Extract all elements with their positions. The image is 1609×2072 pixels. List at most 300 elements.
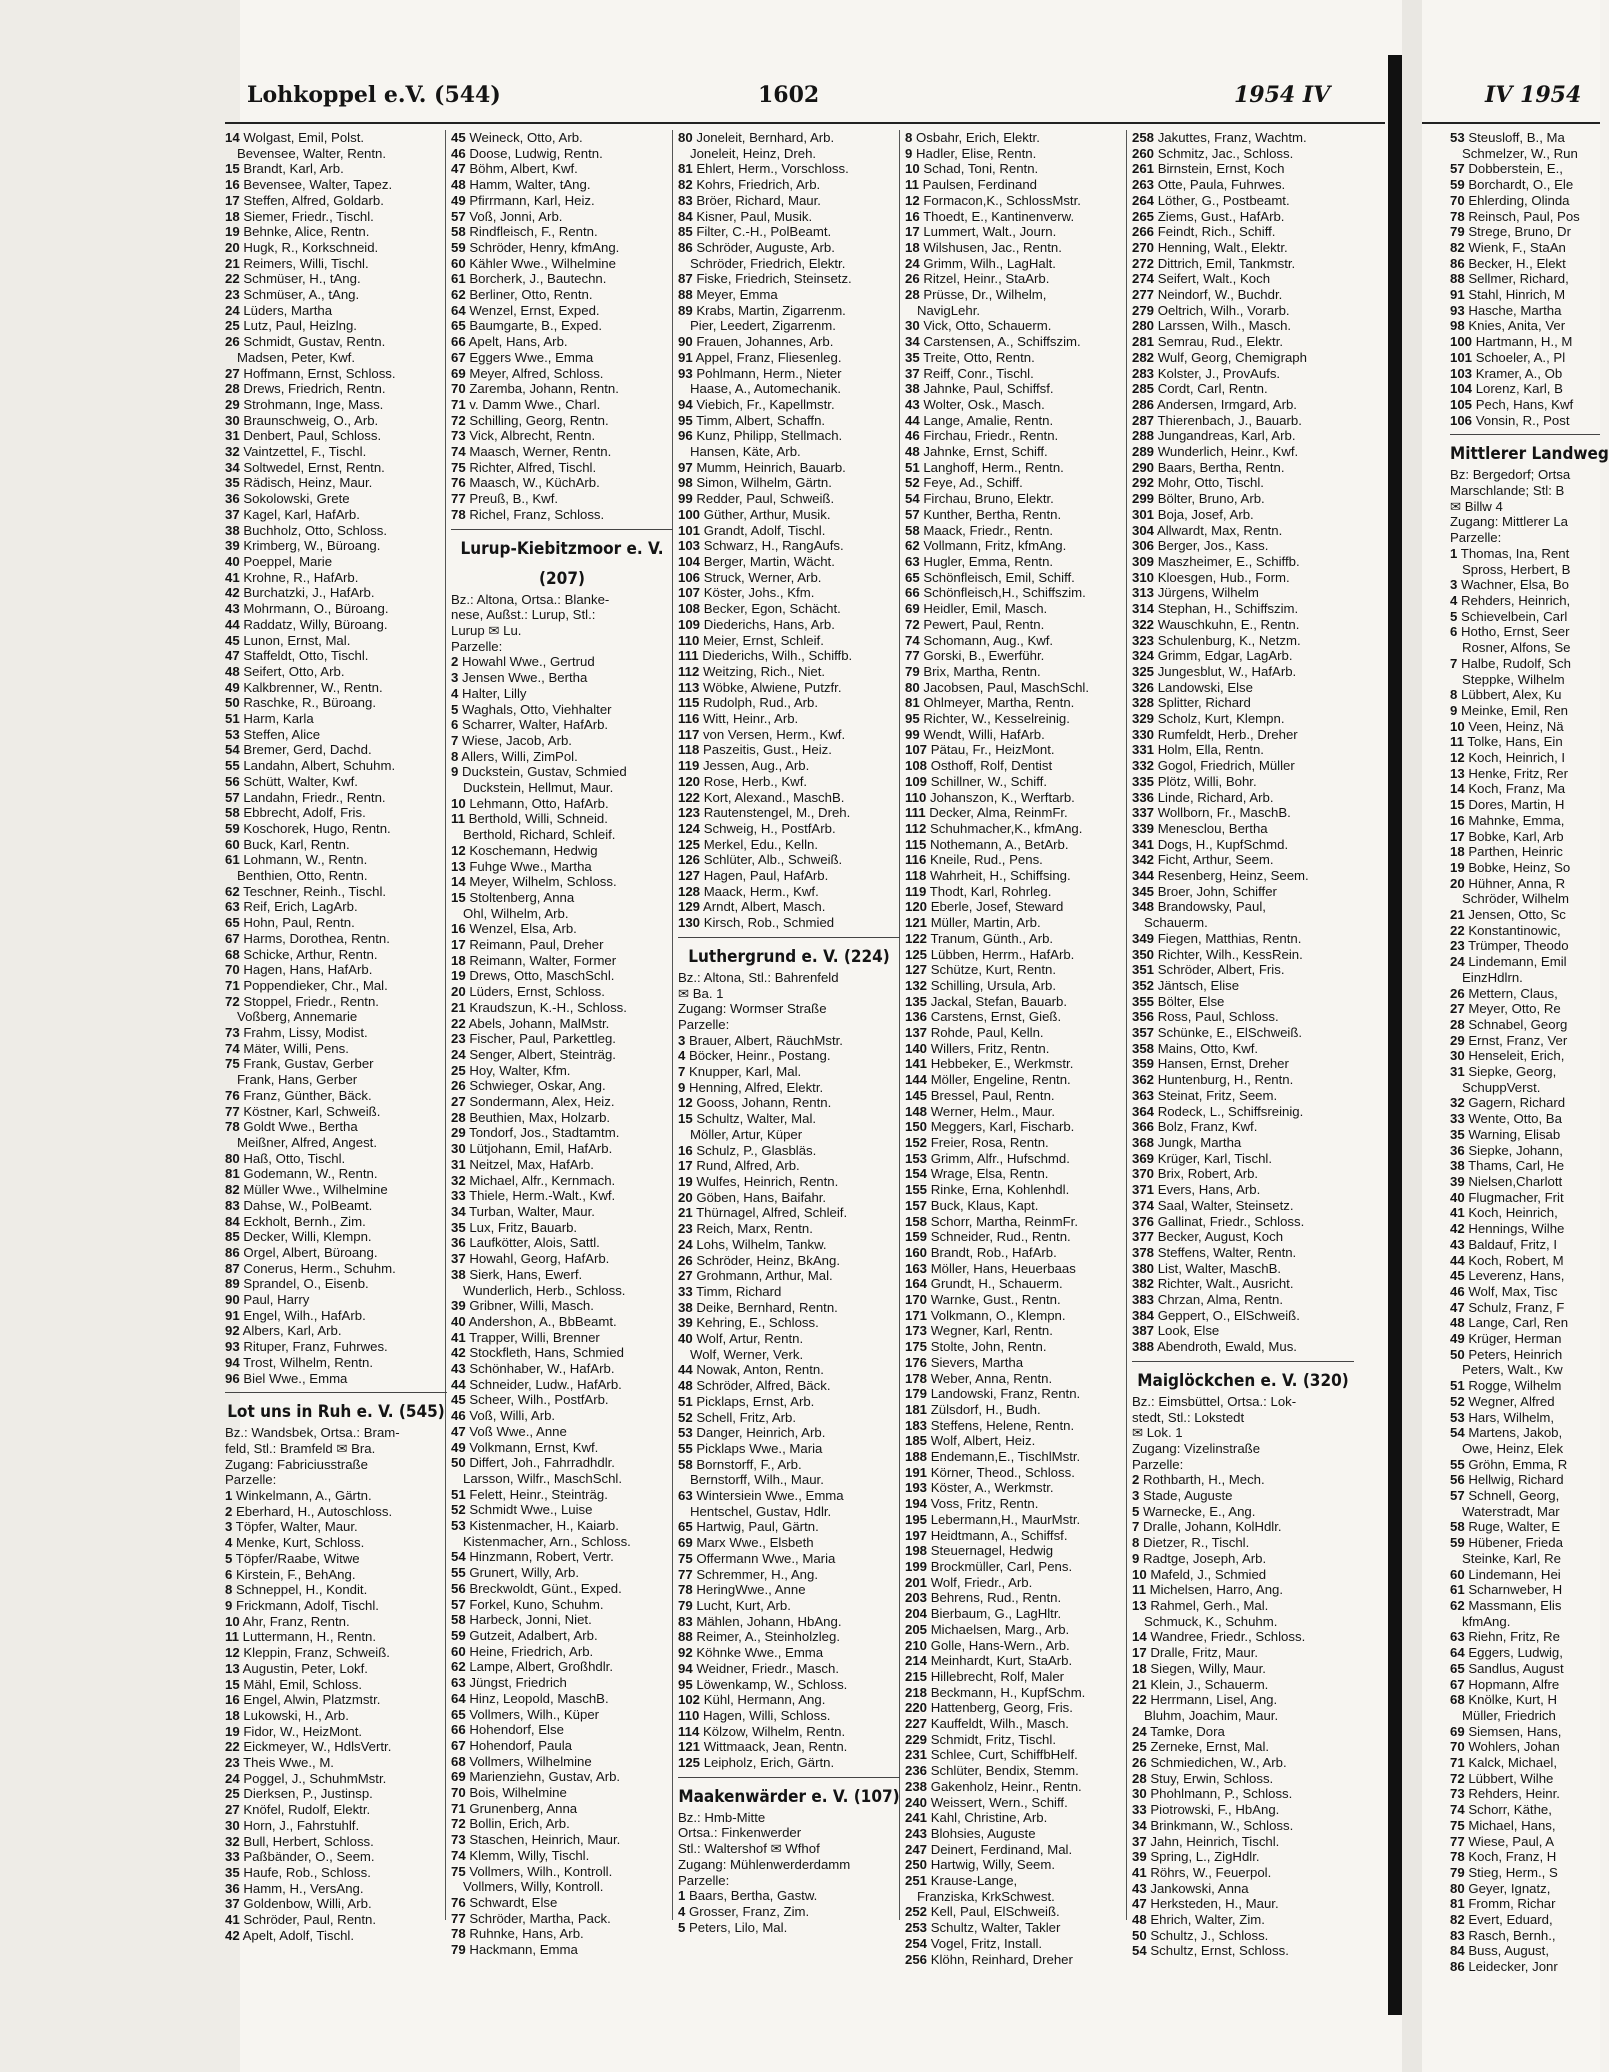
directory-entry: [905, 758, 1127, 774]
directory-entry: [1132, 1535, 1354, 1551]
section-info-line: Bz.: Hmb-Mitte: [678, 1809, 766, 1825]
entry-text: Menke, Kurt, Schloss.: [236, 1535, 365, 1551]
entry-text: Massmann, Elis: [1468, 1597, 1562, 1613]
entry-continuation: [678, 444, 900, 460]
plot-number: 10: [451, 795, 466, 811]
entry-text: Ohlmeyer, Martha, Rentn.: [923, 695, 1075, 711]
directory-entry: [225, 366, 447, 382]
entry-text: Lübbert, Alex, Ku: [1461, 687, 1562, 703]
plot-number: 193: [905, 1480, 928, 1496]
entry-text: Bois, Wilhelmine: [469, 1785, 567, 1801]
directory-entry: [225, 1355, 447, 1371]
directory-entry: [678, 1519, 900, 1535]
entry-text: Vollmers, Willy, Kontroll.: [463, 1879, 604, 1895]
entry-text: Wolf, Werner, Verk.: [690, 1346, 804, 1362]
directory-entry: [1450, 1896, 1600, 1912]
plot-number: 75: [678, 1550, 693, 1566]
entry-text: Möller, Engeline, Rentn.: [930, 1072, 1071, 1088]
entry-text: Schneider, Ludw., HafArb.: [469, 1376, 622, 1392]
directory-entry: [905, 617, 1127, 633]
directory-entry: [451, 381, 673, 397]
directory-entry: [1450, 397, 1600, 413]
directory-entry: [225, 1519, 447, 1535]
plot-number: 199: [905, 1558, 928, 1574]
plot-number: 250: [905, 1857, 928, 1873]
directory-entry: [1132, 821, 1354, 837]
plot-number: 23: [678, 1221, 693, 1237]
directory-entry: [451, 1094, 673, 1110]
entry-text: Steffen, Alfred, Goldarb.: [243, 192, 384, 208]
plot-number: 47: [451, 161, 466, 177]
entry-text: Schwardt, Else: [469, 1894, 558, 1910]
plot-number: 83: [225, 1197, 240, 1213]
entry-text: Gorski, B., Ewerführ.: [923, 648, 1045, 664]
directory-entry: [1450, 1661, 1600, 1677]
directory-entry: [905, 742, 1127, 758]
entry-text: Otte, Paula, Fuhrwes.: [1157, 177, 1286, 193]
plot-number: 9: [1450, 702, 1458, 718]
plot-number: 6: [225, 1566, 233, 1582]
plot-number: 9: [451, 764, 459, 780]
plot-number: 103: [1450, 365, 1473, 381]
entry-text: Hühner, Anna, R: [1468, 875, 1566, 891]
directory-entry: [225, 947, 447, 963]
entry-text: Rindfleisch, F., Rentn.: [469, 224, 598, 240]
entry-text: Dierksen, P., Justinsp.: [243, 1786, 373, 1802]
entry-text: Frank, Gustav, Gerber: [243, 1056, 374, 1072]
entry-text: Wiese, Paul, A: [1468, 1833, 1555, 1849]
directory-entry: [1450, 1205, 1600, 1221]
directory-entry: [1450, 350, 1600, 366]
directory-entry: [225, 1598, 447, 1614]
plot-number: 33: [225, 1849, 240, 1865]
directory-entry: [1450, 797, 1600, 813]
entry-text: Madsen, Peter, Kwf.: [237, 349, 356, 365]
entry-text: Brauer, Albert, RäuchMstr.: [689, 1032, 843, 1048]
directory-entry: [678, 1567, 900, 1583]
plot-number: 82: [225, 1182, 240, 1198]
entry-text: Cordt, Carl, Rentn.: [1157, 381, 1268, 397]
entry-text: Howahl, Georg, HafArb.: [469, 1251, 610, 1267]
entry-text: Knupper, Karl, Mal.: [689, 1064, 802, 1080]
directory-entry: [1450, 1928, 1600, 1944]
plot-number: 159: [905, 1229, 928, 1245]
entry-text: Hugler, Emma, Rentn.: [923, 553, 1054, 569]
directory-entry: [905, 931, 1127, 947]
plot-number: 43: [451, 1361, 466, 1377]
plot-number: 24: [1450, 954, 1465, 970]
plot-number: 175: [905, 1339, 928, 1355]
plot-number: 70: [451, 381, 466, 397]
plot-number: 39: [451, 1298, 466, 1314]
directory-entry: [905, 1182, 1127, 1198]
directory-entry: [1132, 475, 1354, 491]
directory-entry: [678, 711, 900, 727]
entry-continuation: [678, 146, 900, 162]
directory-entry: [1132, 633, 1354, 649]
section-rule: [678, 937, 900, 938]
plot-number: 14: [225, 130, 240, 145]
directory-entry: [905, 978, 1127, 994]
directory-entry: [1132, 1323, 1354, 1339]
directory-entry: [905, 805, 1127, 821]
entry-text: Piotrowski, F., HbAng.: [1150, 1802, 1280, 1818]
directory-entry: [678, 1724, 900, 1740]
entry-text: Fiegen, Matthias, Rentn.: [1157, 930, 1302, 946]
entry-text: Bevensee, Walter, Rentn.: [237, 145, 387, 161]
entry-text: Hopmann, Alfre: [1468, 1676, 1560, 1692]
entry-text: Fiske, Friedrich, Steinsetz.: [696, 271, 852, 287]
directory-entry: [905, 1433, 1127, 1449]
directory-entry: [225, 538, 447, 554]
entry-text: Ruge, Walter, E: [1468, 1519, 1561, 1535]
directory-entry: [905, 523, 1127, 539]
entry-text: Schulz, P., Glasbläs.: [696, 1142, 817, 1158]
plot-number: 4: [678, 1903, 686, 1919]
entry-text: Grundt, H., Schauerm.: [930, 1276, 1063, 1292]
plot-number: 16: [451, 921, 466, 937]
entry-text: Teschner, Reinh., Tischl.: [243, 883, 387, 899]
directory-entry: [225, 837, 447, 853]
directory-entry: [1132, 1834, 1354, 1850]
plot-number: 58: [451, 1612, 466, 1628]
plot-number: 19: [678, 1174, 693, 1189]
entry-text: Schmiedichen, W., Arb.: [1150, 1755, 1287, 1771]
directory-entry: [451, 161, 673, 177]
directory-entry: [905, 1292, 1127, 1308]
plot-number: 100: [1450, 334, 1473, 350]
directory-entry: [678, 538, 900, 554]
directory-entry: [1132, 1849, 1354, 1865]
directory-entry: [905, 271, 1127, 287]
directory-entry: [451, 1926, 673, 1942]
entry-text: Sandlus, August: [1468, 1660, 1564, 1676]
entry-text: Wenzel, Ernst, Exped.: [469, 302, 600, 318]
entry-text: Thürnagel, Alfred, Schleif.: [696, 1205, 848, 1221]
plot-number: 115: [678, 695, 700, 711]
plot-number: 135: [905, 993, 928, 1009]
plot-number: 8: [1132, 1535, 1140, 1551]
directory-entry: [1132, 507, 1354, 523]
plot-number: 70: [225, 962, 240, 978]
entry-text: Schmüser, A., tAng.: [243, 287, 360, 303]
plot-number: 140: [905, 1040, 928, 1056]
plot-number: 122: [678, 789, 701, 805]
section-info-line: Bz.: Altona, Ortsa.: Blanke-: [451, 591, 610, 607]
entry-text: Pewert, Paul, Rentn.: [923, 616, 1045, 632]
entry-text: Voßberg, Annemarie: [237, 1009, 358, 1025]
plot-number: 344: [1132, 868, 1155, 884]
plot-number: 292: [1132, 475, 1155, 491]
plot-number: 57: [225, 789, 240, 805]
entry-continuation: [1450, 970, 1600, 986]
entry-text: Stoltenberg, Anna: [469, 889, 575, 905]
plot-number: 1: [225, 1488, 233, 1504]
plot-number: 29: [1450, 1032, 1465, 1048]
plot-number: 183: [905, 1417, 928, 1433]
plot-number: 144: [905, 1072, 928, 1088]
directory-entry: [905, 240, 1127, 256]
plot-number: 77: [678, 1566, 693, 1582]
plot-number: 129: [678, 899, 701, 915]
plot-number: 336: [1132, 789, 1155, 805]
entry-text: Maack, Friedr., Rentn.: [923, 522, 1054, 538]
entry-text: Joneleit, Bernhard, Arb.: [696, 130, 835, 145]
entry-text: Steppke, Wilhelm: [1462, 671, 1565, 687]
directory-entry: [905, 1590, 1127, 1606]
directory-entry: [1450, 687, 1600, 703]
directory-entry: [225, 1198, 447, 1214]
directory-entry: [451, 702, 673, 718]
plot-number: 106: [1450, 412, 1473, 428]
entry-text: Stephan, H., Schiffszim.: [1157, 601, 1299, 617]
entry-text: Schlee, Curt, SchiffbHelf.: [930, 1747, 1078, 1763]
entry-text: Timm, Richard: [696, 1283, 782, 1299]
entry-text: Beuthien, Max, Holzarb.: [469, 1109, 611, 1125]
entry-text: Golle, Hans-Wern., Arb.: [930, 1637, 1070, 1653]
directory-entry: [1450, 1488, 1600, 1504]
entry-text: Kirsch, Rob., Schmied: [703, 915, 835, 931]
directory-entry: [1132, 742, 1354, 758]
plot-number: 363: [1132, 1087, 1155, 1103]
plot-number: 76: [451, 475, 466, 491]
entry-text: Stoppel, Friedr., Rentn.: [243, 993, 379, 1009]
plot-number: 111: [905, 805, 926, 821]
entry-text: Meißner, Alfred, Angest.: [237, 1135, 378, 1150]
plot-number: 51: [905, 459, 920, 475]
entry-text: Radtge, Joseph, Arb.: [1143, 1550, 1267, 1566]
directory-entry: [225, 1849, 447, 1865]
directory-entry: [1132, 884, 1354, 900]
directory-entry: [1450, 813, 1600, 829]
plot-number: 281: [1132, 334, 1155, 350]
plot-number: 2: [225, 1503, 233, 1519]
directory-entry: [225, 742, 447, 758]
directory-entry: [451, 1204, 673, 1220]
entry-text: Schröder, Henry, kfmAng.: [469, 239, 620, 255]
entry-text: Lebermann,H., MaurMstr.: [930, 1511, 1081, 1527]
directory-entry: [1450, 1724, 1600, 1740]
directory-entry: [1450, 1410, 1600, 1426]
entry-text: Mahnke, Emma,: [1468, 812, 1565, 828]
plot-number: 279: [1132, 302, 1155, 318]
directory-entry: [1132, 1896, 1354, 1912]
plot-number: 43: [225, 601, 240, 617]
plot-number: 90: [678, 334, 693, 350]
entry-text: Hebbeker, E., Werkmstr.: [930, 1056, 1074, 1072]
directory-entry: [1132, 1551, 1354, 1567]
directory-entry: [225, 428, 447, 444]
plot-number: 34: [1132, 1817, 1147, 1833]
directory-entry: [1450, 1582, 1600, 1598]
entry-text: Schillner, W., Schiff.: [930, 773, 1047, 789]
entry-text: Reimann, Paul, Dreher: [469, 937, 604, 953]
directory-entry: [1450, 860, 1600, 876]
directory-entry: [1132, 994, 1354, 1010]
plot-number: 77: [225, 1103, 240, 1119]
directory-entry: [1132, 1582, 1354, 1598]
entry-text: Ahr, Franz, Rentn.: [242, 1613, 350, 1629]
entry-text: Schremmer, H., Ang.: [696, 1566, 819, 1582]
entry-text: Rohde, Paul, Kelln.: [930, 1025, 1044, 1041]
directory-entry: [451, 1942, 673, 1958]
directory-entry: [1132, 1865, 1354, 1881]
plot-number: 62: [905, 538, 920, 554]
plot-number: 25: [451, 1062, 466, 1078]
plot-number: 99: [678, 491, 693, 507]
plot-number: 48: [905, 444, 920, 460]
plot-number: 313: [1132, 585, 1155, 601]
directory-entry: [451, 271, 673, 287]
directory-entry: [225, 240, 447, 256]
entry-text: Henseleit, Erich,: [1468, 1048, 1565, 1064]
entry-text: Trapper, Willi, Brenner: [469, 1329, 600, 1345]
directory-entry: [451, 1314, 673, 1330]
entry-text: Hadler, Elise, Rentn.: [916, 145, 1037, 161]
entry-text: Peters, Heinrich: [1468, 1346, 1563, 1362]
plot-number: 40: [678, 1331, 693, 1347]
entry-text: Reimers, Willi, Tischl.: [243, 255, 369, 271]
directory-entry: [905, 1480, 1127, 1496]
directory-entry: [451, 287, 673, 303]
directory-entry: [1132, 1308, 1354, 1324]
directory-entry: [225, 1104, 447, 1120]
plot-number: 197: [905, 1527, 928, 1543]
directory-entry: [1132, 1724, 1354, 1740]
directory-entry: [678, 1268, 900, 1284]
directory-entry: [905, 193, 1127, 209]
directory-entry: [451, 1455, 673, 1471]
entry-text: Fuhge Wwe., Martha: [469, 858, 592, 874]
entry-text: Picklaps Wwe., Maria: [696, 1440, 823, 1456]
entry-text: Hansen, Käte, Arb.: [690, 444, 801, 460]
entry-text: Wollborn, Fr., MaschB.: [1157, 805, 1291, 821]
entry-text: Thams, Carl, He: [1468, 1158, 1565, 1174]
directory-entry: [451, 764, 673, 780]
plot-number: 4: [1450, 592, 1458, 608]
directory-entry: [225, 444, 447, 460]
entry-text: Steusloff, B., Ma: [1468, 130, 1565, 145]
entry-text: Schröder, Paul, Rentn.: [243, 1912, 377, 1928]
directory-entry: [678, 1174, 900, 1190]
entry-text: Dralle, Fritz, Maur.: [1150, 1645, 1259, 1661]
entry-text: Broer, John, Schiffer: [1157, 883, 1277, 899]
plot-number: 137: [905, 1025, 928, 1041]
entry-text: Veen, Heinz, Nä: [1468, 718, 1564, 734]
directory-entry: [678, 209, 900, 225]
directory-entry: [678, 1920, 900, 1936]
entry-text: Wolf, Albert, Heiz.: [930, 1433, 1036, 1449]
plot-number: 43: [1132, 1880, 1147, 1896]
plot-number: 171: [905, 1307, 928, 1323]
plot-number: 16: [225, 1692, 240, 1708]
entry-text: Richter, W., Kesselreinig.: [923, 711, 1070, 727]
entry-text: Bobke, Karl, Arb: [1468, 828, 1564, 844]
entry-text: Poppendieker, Chr., Mal.: [243, 977, 388, 993]
entry-text: Grunenberg, Anna: [469, 1800, 578, 1816]
entry-text: Diederichs, Hans, Arb.: [703, 616, 835, 632]
directory-entry: [1450, 161, 1600, 177]
directory-entry: [1132, 1692, 1354, 1708]
directory-entry: [1450, 1567, 1600, 1583]
entry-text: Laufkötter, Alois, Sattl.: [469, 1235, 600, 1251]
entry-text: Jürgens, Wilhelm: [1157, 585, 1259, 601]
directory-entry: [1132, 428, 1354, 444]
directory-entry: [1132, 1739, 1354, 1755]
plot-number: 104: [1450, 381, 1473, 397]
entry-text: Look, Else: [1157, 1323, 1220, 1339]
directory-entry: [678, 224, 900, 240]
plot-number: 3: [1132, 1488, 1140, 1504]
directory-entry: [905, 366, 1127, 382]
directory-entry: [1132, 1802, 1354, 1818]
directory-entry: [905, 538, 1127, 554]
entry-text: Tamke, Dora: [1150, 1723, 1225, 1739]
plot-number: 36: [225, 1880, 240, 1896]
entry-text: Andersen, Irmgard, Arb.: [1156, 396, 1297, 412]
entry-text: Carstensen, A., Schiffszim.: [923, 334, 1081, 350]
directory-entry: [1450, 1802, 1600, 1818]
entry-text: Kühl, Hermann, Ang.: [703, 1692, 826, 1708]
directory-entry: [451, 1157, 673, 1173]
directory-entry: [225, 1724, 447, 1740]
section-rule: [451, 529, 673, 530]
directory-entry: [678, 805, 900, 821]
directory-entry: [225, 1088, 447, 1104]
plot-number: 81: [1450, 1896, 1465, 1912]
entry-continuation: [1450, 1362, 1600, 1378]
plot-number: 176: [905, 1354, 928, 1370]
entry-text: Hagen, Willi, Schloss.: [702, 1707, 831, 1723]
header-rule-next-page: [1420, 122, 1600, 124]
entry-text: Berger, Jos., Kass.: [1157, 538, 1269, 554]
entry-text: Heidtmann, A., Schiffsf.: [930, 1527, 1068, 1543]
entry-text: Gogol, Friedrich, Müller: [1157, 758, 1295, 774]
directory-entry: [905, 1056, 1127, 1072]
entry-text: Abels, Johann, MalMstr.: [468, 1015, 610, 1031]
plot-number: 5: [451, 701, 459, 717]
entry-text: Weidner, Friedr., Masch.: [696, 1660, 840, 1676]
entry-text: Kunther, Bertha, Rentn.: [923, 506, 1062, 522]
directory-entry: [1450, 876, 1600, 892]
entry-text: Merkel, Edu., Kelln.: [703, 836, 819, 852]
plot-number: 374: [1132, 1197, 1155, 1213]
plot-number: 324: [1132, 648, 1155, 664]
entry-text: Oeltrich, Wilh., Vorarb.: [1157, 302, 1290, 318]
entry-text: Hinzmann, Robert, Vertr.: [469, 1549, 614, 1565]
entry-text: Halbe, Rudolf, Sch: [1461, 655, 1571, 671]
plot-number: 371: [1132, 1182, 1155, 1198]
directory-entry: [451, 1063, 673, 1079]
entry-text: Burchatzki, J., HafArb.: [243, 585, 375, 601]
entry-text: Appel, Franz, Fliesenleg.: [695, 349, 842, 365]
plot-number: 60: [451, 1643, 466, 1659]
plot-number: 288: [1132, 428, 1155, 444]
plot-number: 48: [1132, 1912, 1147, 1928]
directory-entry: [225, 570, 447, 586]
directory-entry: [225, 1692, 447, 1708]
entry-continuation: [225, 146, 447, 162]
entry-text: Möller, Hans, Heuerbaas: [930, 1260, 1076, 1276]
directory-entry: [678, 491, 900, 507]
entry-text: Mains, Otto, Kwf.: [1157, 1040, 1259, 1056]
entry-text: Schultz, Walter, Mal.: [696, 1111, 817, 1127]
directory-entry: [451, 1895, 673, 1911]
entry-text: Raddatz, Willy, Büroang.: [243, 616, 388, 632]
directory-entry: [1132, 1166, 1354, 1182]
entry-text: Schorr, Käthe,: [1468, 1802, 1552, 1818]
entry-text: Schmidt Wwe., Luise: [469, 1502, 593, 1518]
